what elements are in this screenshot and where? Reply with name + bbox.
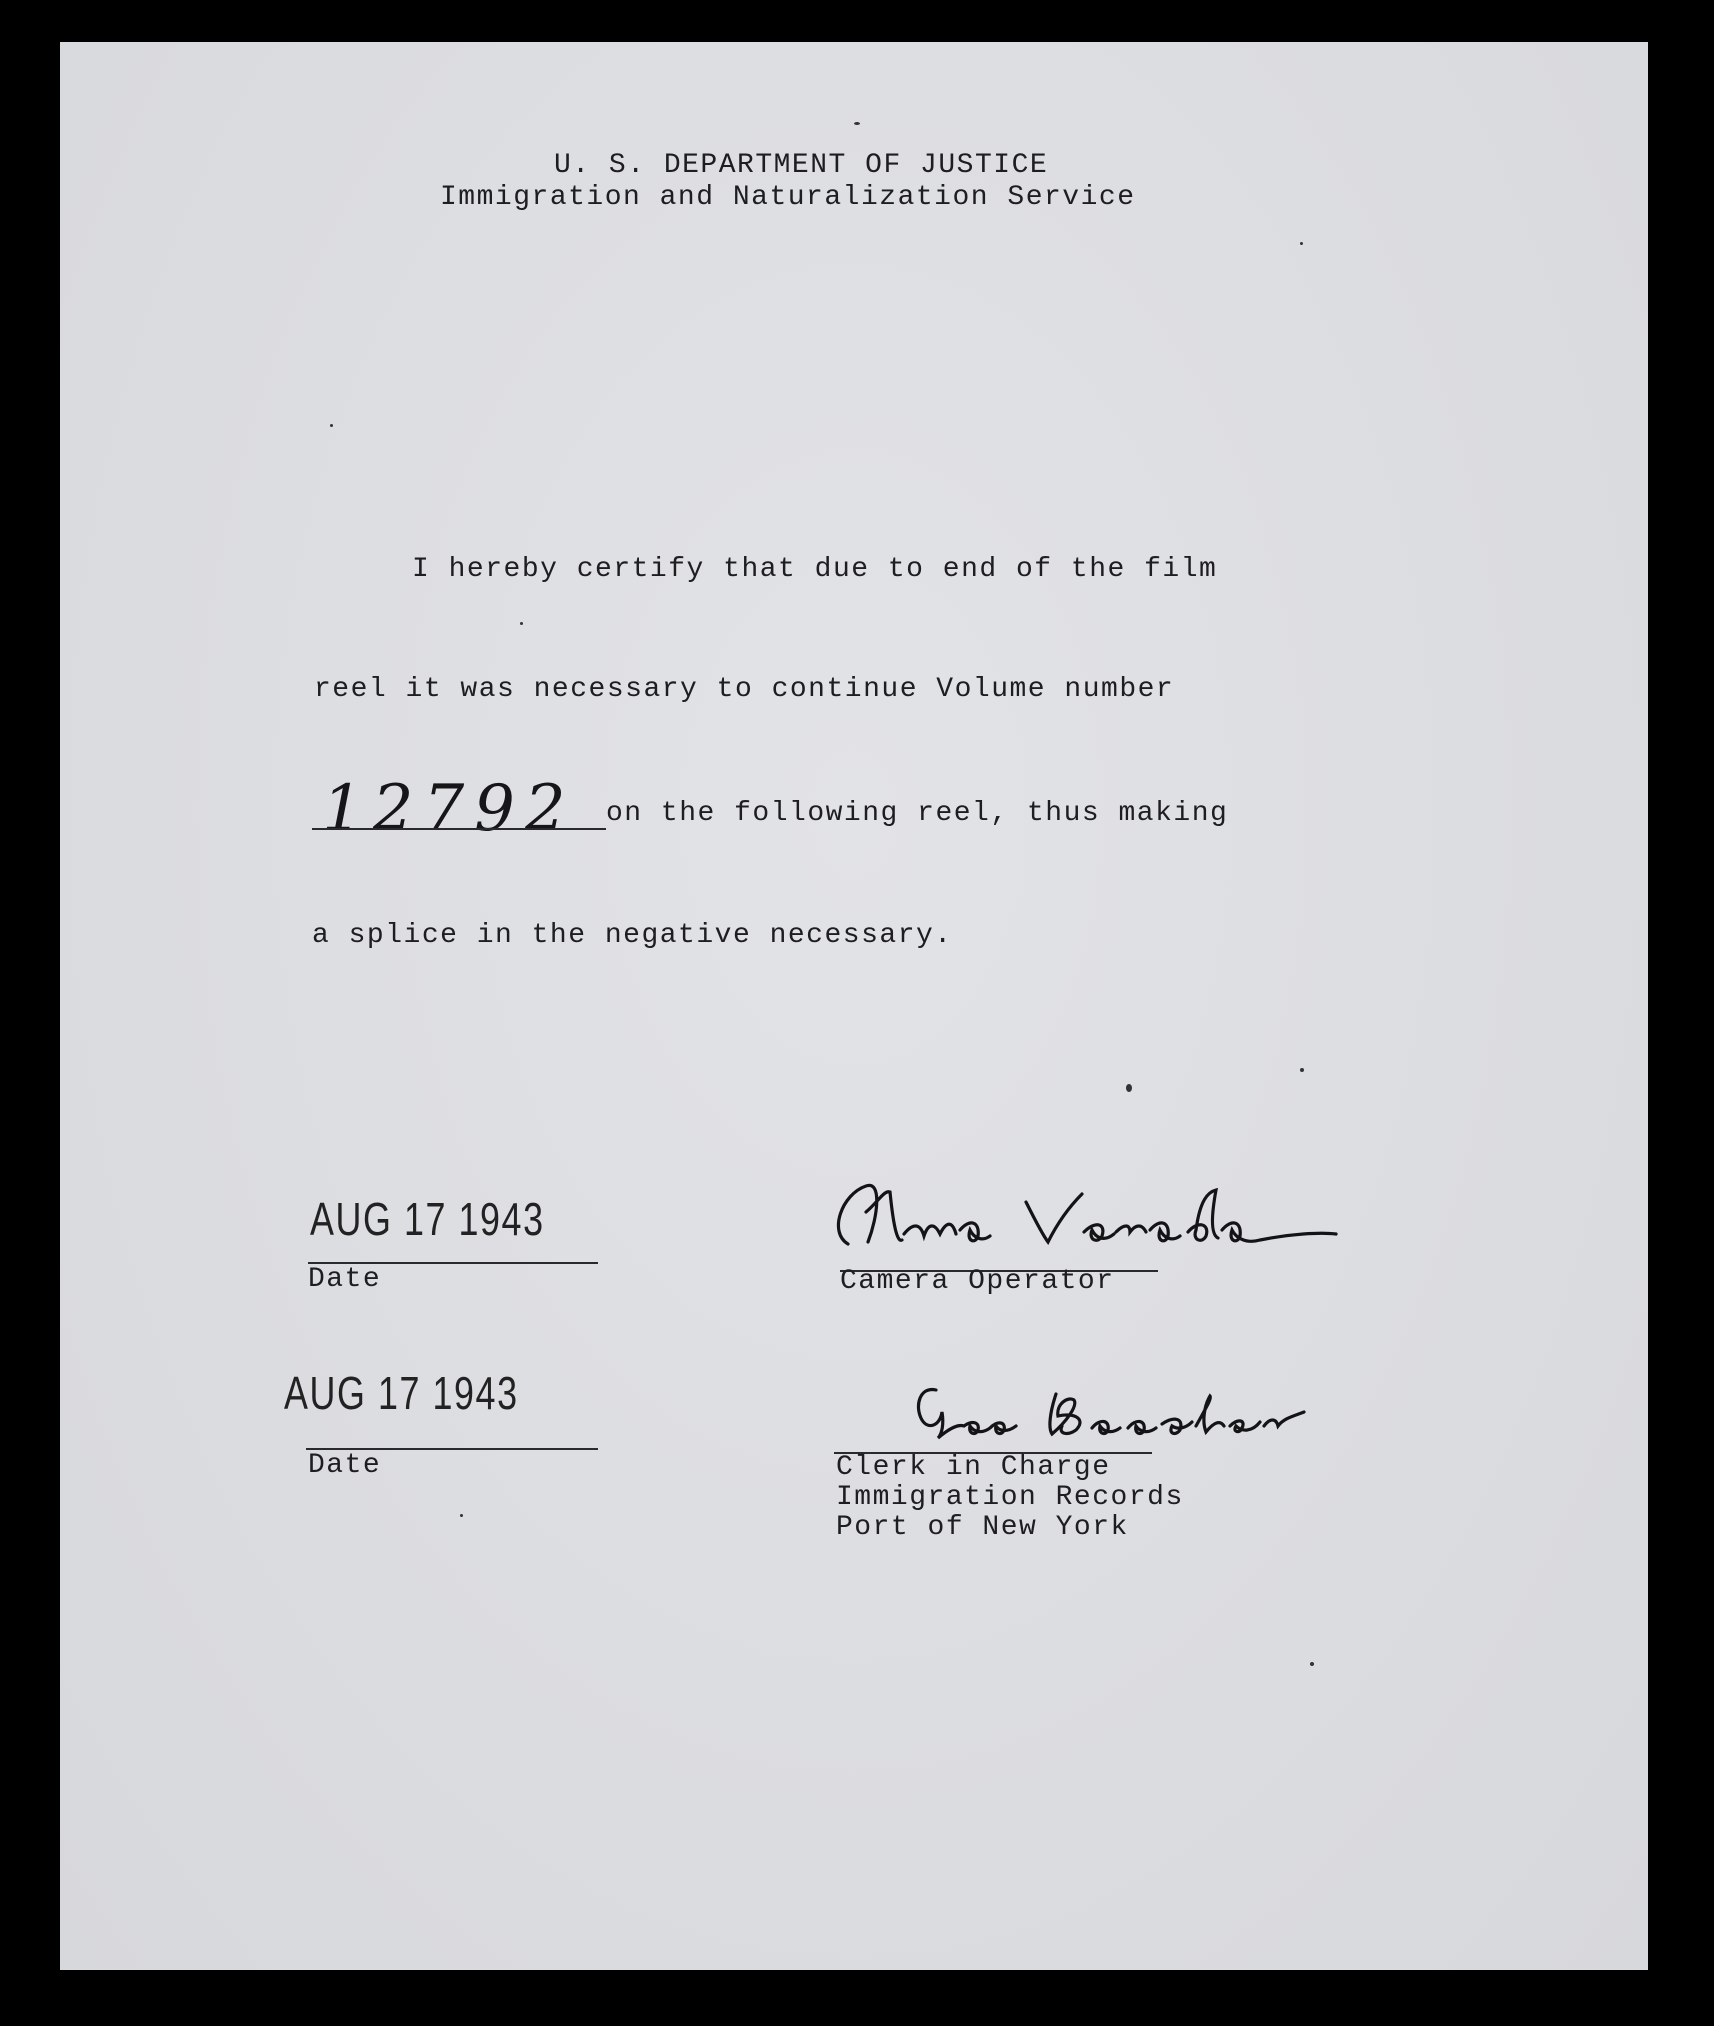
scan-speck xyxy=(1300,242,1303,245)
clerk-signature xyxy=(880,1372,1320,1452)
clerk-date-stamp: AUG 17 1943 xyxy=(284,1367,519,1419)
camera-date-stamp: AUG 17 1943 xyxy=(310,1193,545,1245)
scan-speck xyxy=(1300,1068,1304,1072)
clerk-title-line-2: Immigration Records xyxy=(836,1482,1184,1513)
scan-speck xyxy=(520,622,523,625)
camera-operator-label: Camera Operator xyxy=(840,1266,1115,1297)
clerk-date-label: Date xyxy=(308,1450,382,1481)
body-line-2: reel it was necessary to continue Volume number xyxy=(314,674,1175,705)
scan-speck xyxy=(1126,1084,1132,1092)
clerk-title-line-3: Port of New York xyxy=(836,1512,1129,1543)
body-line-1: I hereby certify that due to end of the film xyxy=(412,554,1218,585)
scan-speck xyxy=(460,1514,463,1517)
camera-operator-signature xyxy=(820,1172,1340,1272)
service-heading: Immigration and Naturalization Service xyxy=(440,182,1136,213)
scan-speck xyxy=(330,424,333,427)
clerk-title-line-1: Clerk in Charge xyxy=(836,1452,1111,1483)
scan-speck xyxy=(854,122,860,125)
scan-speck xyxy=(1310,1662,1314,1666)
body-line-3: on the following reel, thus making xyxy=(606,798,1229,829)
certificate-page xyxy=(60,42,1648,1970)
volume-number-underline xyxy=(312,828,606,830)
department-heading: U. S. DEPARTMENT OF JUSTICE xyxy=(554,150,1049,181)
camera-date-label: Date xyxy=(308,1264,382,1295)
body-line-4: a splice in the negative necessary. xyxy=(312,920,953,951)
volume-number-handwritten: 12792 xyxy=(322,772,576,846)
